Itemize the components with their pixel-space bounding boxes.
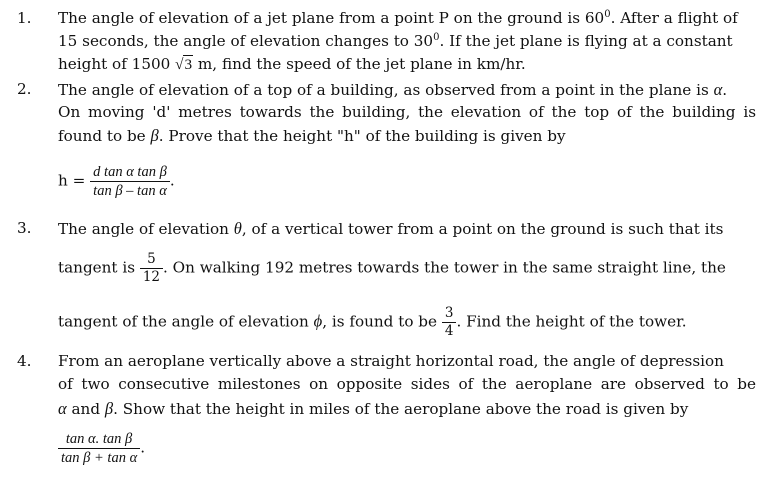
problem-1-number: 1. — [17, 9, 32, 27]
problem-2-number: 2. — [17, 80, 32, 98]
problem-3-number: 3. — [17, 219, 32, 237]
problem-2-formula: h = $\frac{\text{d tan α tan β}}{\text{tan β – tan α}}$ . — [58, 164, 175, 200]
fraction-5-12: $\frac{5}{12}$ — [140, 251, 163, 286]
problem-4-formula: $\frac{\text{tan α. tan β}}{\text{tan β + tan α}}$ . — [58, 430, 145, 467]
problem-4-line-2: of two consecutive milestones on opposite sides of the aeroplane are observed to be — [58, 375, 756, 393]
problem-4-line-3: α and β. Show that the height in miles of the aeroplane above the road is given by — [58, 399, 689, 418]
problem-2-line-2: On moving 'd' metres towards the building, the elevation of the top of the building is — [58, 103, 756, 121]
problem-4-number: 4. — [17, 352, 32, 370]
problem-2-line-1: The angle of elevation of a top of a building, as observed from a point in the plane is α. — [58, 80, 728, 99]
height-fraction: $\frac{\text{d tan α tan β}}{\text{tan β – tan α}}$ — [90, 163, 170, 200]
problem-2-line-3: found to be β. Prove that the height "h" of the building is given by — [58, 126, 566, 145]
aeroplane-height-fraction: $\frac{\text{tan α. tan β}}{\text{tan β + tan α}}$ — [58, 430, 140, 467]
problem-1-line-1: The angle of elevation of a jet plane from a point P on the ground is $60^0$. After a flight of — [58, 9, 738, 27]
fraction-3-4: $\frac{3}{4}$ — [442, 305, 457, 340]
problem-1-line-2: 15 seconds, the angle of elevation changes to $30^0$. If the jet plane is flying at a constant — [58, 32, 733, 50]
problem-3-line-2: tangent is $\frac{5}{12}$ . On walking 192 metres towards the tower in the same straight line, the — [58, 251, 726, 285]
problem-4-line-1: From an aeroplane vertically above a straight horizontal road, the angle of depression — [58, 352, 724, 370]
problem-1-line-3: height of 1500 √3 m, find the speed of the jet plane in km/hr. — [58, 55, 526, 73]
problem-3-line-1: The angle of elevation θ, of a vertical tower from a point on the ground is such that its — [58, 219, 724, 238]
sqrt-3: √3 — [175, 56, 193, 73]
problem-3-line-3: tangent of the angle of elevation ϕ, is found to be $\frac{3}{4}$ . Find the height of the tower. — [58, 305, 687, 339]
